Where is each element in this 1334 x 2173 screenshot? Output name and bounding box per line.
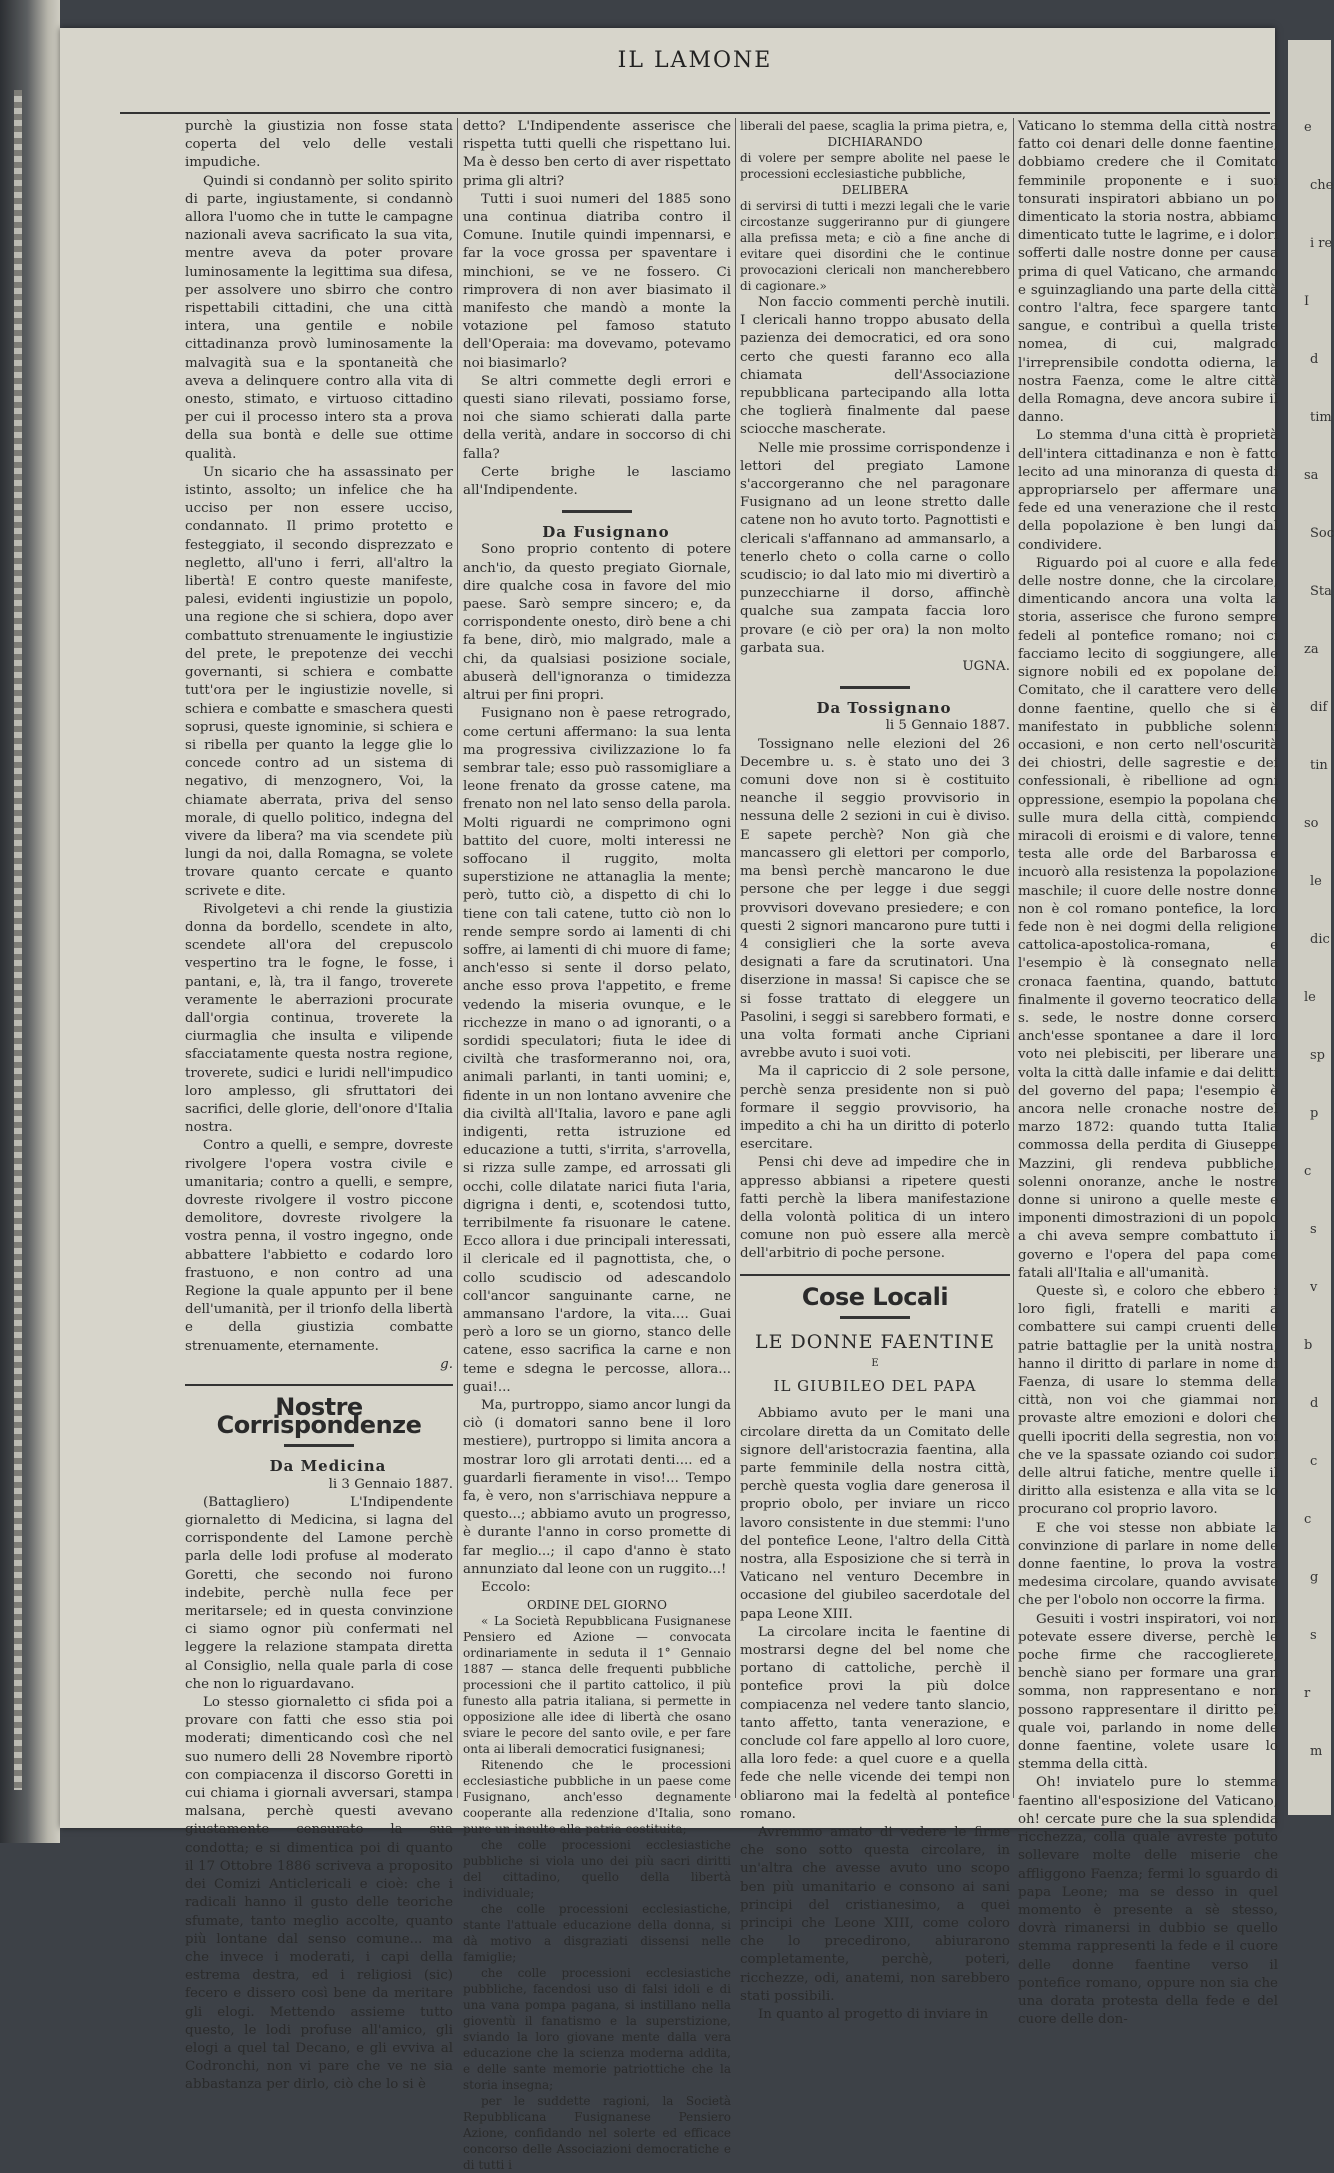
binding-stitching	[14, 90, 22, 1790]
column-2	[463, 118, 731, 2173]
column-divider	[1013, 118, 1014, 1798]
adjacent-page-fragment: e	[1304, 120, 1312, 135]
paragraph: Abbiamo avuto per le mani una circolare diretta da un Comitato delle signore dell'aristocrazia faentina, alla parte femminile della nostra città, perchè questa voglia dare generosa il proprio obolo, per inviare un ricco lavoro consistente in due stemmi: l'uno del pontefice Leone, l'altro della Città nostra, alla Esposizione che si terrà in Vaticano nel venturo Decembre in occasione del giubileo sacerdotale del papa Leone XIII.	[740, 1406, 1010, 1622]
paragraph: purchè la giustizia non fosse stata coperta del velo delle vestali impudiche.	[185, 119, 453, 171]
paragraph: Eccolo:	[481, 1580, 531, 1596]
paragraph: Rivolgetevi a chi rende la giustizia donna da bordello, scendete in alto, scendete all'ora del crepuscolo vespertino tra le fogne, le fosse, i pantani, e, là, tra il fango, troverete veramente le aberrazioni procurate dall'orgia continua, troverete la ciurmaglia che insulta e vilipende sfacciatamente questa nostra regione, troverete, sudici e luridi nell'impudico loro amplesso, gli sfruttatori dei sacrifici, delle glorie, dell'onore d'Italia nostra.	[185, 901, 453, 1136]
paragraph: Ma il capriccio di 2 sole persone, perchè senza presidente non si può formare il seggio provvisorio, ha impedito a chi ha un diritto di poterlo esercitare.	[740, 1064, 1010, 1153]
paragraph: detto? L'Indipendente asserisce che rispetta tutti quelli che rispettano lui. Ma è desso ben certo di aver rispettato prima gli altri?	[463, 119, 731, 189]
masthead-rule	[120, 112, 1270, 114]
paragraph: Quindi si condannò per solito spirito di parte, ingiustamente, si condannò allora l'uomo che in tutte le campagne nazionali aveva sacrificato la sua vita, mentre aveva da poter provare luminosamente la legittima sua difesa, per assolvere uno sbirro che contro rispettabili cittadini, che una città intera, una gentile e nobile cittadinanza provò luminosamente la malvagità sua e la spontaneità che aveva a delinquere contro alla vita di onesto, stimato, e virtuoso cittadino per cui il processo intero sta a prova della sua bontà e delle sue ottime qualità.	[185, 173, 453, 462]
section-title: Cose Locali	[801, 1282, 949, 1311]
paragraph: Ma, purtroppo, siamo ancor lungi da ciò (i domatori sanno bene il loro mestiere), purtroppo si limita ancora a mostrar loro gli arrotati denti.... ed a guardarli fieramente in viso!... Tempo fa, è vero, non s'arrischiava neppure a questo...; abbiamo avuto un progresso, è durante l'anno in corso promette di far meglio...; il capo d'anno è stato annunziato dal leone con un ruggito...!	[463, 1398, 731, 1577]
column-divider	[457, 118, 458, 1798]
paragraph: Sono proprio contento di potere anch'io, da questo pregiato Giornale, dire qualche cosa in favore del mio paese. Sarò sempre sincero; e, da corrispondente onesto, dirò bene a chi fa bene, dirò, mio malgrado, male a chi, da qualsiasi posizione sociale, abuserà dell'ignoranza o timidezza altrui per fini propri.	[463, 542, 731, 704]
paragraph: (Battagliero) L'Indipendente giornaletto di Medicina, si lagna del corrispondente del Lamone perchè parla delle lodi profuse al moderato Goretti, che secondo noi furono indebite, perchè nulla fece per meritarsele; ed in questa convinzione ci siamo ognor più confermati nel leggere la relazione stampata diretta al Consiglio, nella quale parla di cose che non lo riguardavano.	[185, 1494, 453, 1692]
article-signature: UGNA.	[962, 659, 1010, 675]
title-conjunction: E	[871, 1357, 879, 1369]
masthead: IL LAMONE	[617, 48, 773, 73]
paragraph: Ritenendo che le processioni ecclesiastiche pubbliche in un paese come Fusignano, anch'esso degnamente cooperante alla redenzione d'Italia, sono pure un insulto alla patria costituita;	[463, 1758, 731, 1837]
column-3	[740, 118, 1010, 2023]
column-divider	[735, 118, 736, 1798]
col1-article	[185, 118, 453, 1374]
paragraph: Tossignano nelle elezioni del 26 Decembre u. s. è stato uno dei 3 comuni dove non si è costituito neanche il seggio provvisorio in nessuna delle 2 sezioni in cui è diviso. E sapete perchè? Non già che mancassero gli elettori per comporlo, ma bensì perchè mancarono le due persone che per legge i due seggi provvisori dovevano presiedere; e con questi 2 signori mancarono pure tutti i 4 consiglieri che la sorte aveva designati a fare da scrutinatori. Una diserzione in massa! Si capisce che se si fosse trattato di eleggere un Pasolini, i seggi si sarebbero formati, e una volta formati anche Cipriani avrebbe avuto i suoi voti.	[740, 736, 1010, 1062]
subheading: DICHIARANDO	[827, 135, 923, 149]
adjacent-page-fragment: che	[1310, 178, 1334, 193]
correspondence-heading: Da Tossignano	[816, 699, 952, 718]
paragraph: Tutti i suoi numeri del 1885 sono una continua diatriba contro il Comune. Inutile quindi impennarsi, e far la voce grossa per spaventare i minchioni, se ve ne fossero. Ci rimprovera di non aver biasimato il manifesto che mandò a monte la votazione pel famoso statuto dell'Operaia: ma dovevamo, potevamo noi biasimarlo?	[463, 191, 731, 371]
section-rule	[840, 686, 910, 689]
adjacent-page-fragment: tim	[1310, 410, 1332, 425]
adjacent-page-fragment: d	[1310, 1396, 1319, 1411]
adjacent-page-fragment: c	[1304, 1164, 1312, 1179]
adjacent-page-fragment: Sta	[1310, 584, 1332, 599]
section-rule	[185, 1384, 453, 1386]
article-subtitle: IL GIUBILEO DEL PAPA	[773, 1377, 977, 1396]
adjacent-page-fragment: le	[1304, 990, 1316, 1005]
adjacent-page-fragment: le	[1310, 874, 1322, 889]
adjacent-page-fragment: v	[1310, 1280, 1318, 1295]
adjacent-page-fragment: d	[1310, 352, 1319, 367]
correspondence-heading: Da Fusignano	[542, 523, 670, 542]
adjacent-page-fragment: tin	[1310, 758, 1328, 773]
column-4	[1018, 118, 1278, 2028]
adjacent-page-fragment: so	[1304, 816, 1319, 831]
paragraph: liberali del paese, scaglia la prima pietra, e,	[740, 119, 1008, 133]
adjacent-page-fragment: sa	[1304, 468, 1319, 483]
paragraph: di volere per sempre abolite nel paese le processioni ecclesiastiche pubbliche,	[740, 151, 1010, 181]
article-title: LE DONNE FAENTINE	[755, 1330, 995, 1353]
paragraph: Lo stemma d'una città è proprietà dell'intera cittadinanza e non è fatto lecito ad una minoranza di questa di appropriarselo per affermare una fede ed una venerazione che il resto della popolazione è ben lungi dal condividere.	[1018, 428, 1278, 553]
paragraph: In quanto al progetto di inviare in	[758, 2007, 989, 2023]
adjacent-page-fragment: c	[1310, 1454, 1318, 1469]
adjacent-page-fragment: dic	[1310, 932, 1330, 947]
paragraph: Contro a quelli, e sempre, dovreste rivolgere l'opera vostra civile e umanitaria; contro a quelli, e sempre, dovreste rivolgere il vostro piccone demolitore, dovreste rivolgere la vostra penna, il vostro ingegno, onde abbattere l'abbietto e codardo loro frastuono, e non contro ad una Regione la quale appunto per il bene dell'umanità, per il trionfo della libertà e della giustizia combatte strenuamente, eternamente.	[185, 1138, 453, 1354]
adjacent-page-fragment: i re	[1310, 236, 1333, 251]
paragraph: Queste sì, e coloro che ebbero i loro figli, fratelli e mariti a combattere sui campi cruenti delle patrie battaglie per la unità nostra, hanno il diritto di parlare in nome di Faenza, di usare lo stemma della città, non voi che giammai non provaste altre emozioni e dolori che quelli ipocriti della segrestia, non voi che ve la spassate oziando coi sudori delle altrui fatiche, mentre quelle il diritto alla esistenza e alla vita se lo procurano col proprio lavoro.	[1018, 1284, 1278, 1518]
adjacent-page-fragment: I	[1304, 294, 1310, 309]
column-1	[185, 118, 453, 2093]
adjacent-page-fragment: m	[1310, 1744, 1323, 1759]
paragraph: Fusignano non è paese retrogrado, come certuni affermano: la sua lenta ma progressiva civilizzazione lo fa sembrar tale; esso può rassomigliare a leone frenato da grosse catene, ma frenato non nel lato senso della parola. Molti riguardi ne comprimono ogni battito del cuore, molti interessi ne soffocano il ruggito, molta superstizione ne attanaglia la mente; però, tutto ciò, a dispetto di chi lo tiene con tali catene, tutto ciò non lo rende sempre sordo ai lamenti di chi soffre, ai lamenti di chi muore di fame; anch'esso si sente il dorso pelato, anche esso prova l'appetito, e freme vedendo la miseria ovunque, e le ricchezze in mano o ad ignoranti, o a sordidi speculatori; fiuta le idee di civiltà che trasformeranno noi, ora, animali parlanti, in tanti uomini; e, fidente in un non lontano avvenire che dia civiltà all'Italia, lavoro e pane agli indigenti, retta istruzione ed educazione a tutti, s'irrita, s'arrovella, si rizza sulle zampe, ed arrossati gli occhi, colle dilatate narici fiuta l'aria, digrigna i denti, e, scotendosi tutto, terribilmente fa risuonare le catene. Ecco allora i due principali interessati, il clericale ed il pagnottista, che, o collo scudiscio od adescandolo coll'ancor sanguinante carne, ne ammansano l'ardore, la vita.... Guai però a loro se un giorno, stanco delle catene, esso sacrifica la carne e non teme e sdegna le percosse, allora... guai!...	[463, 706, 731, 1395]
adjacent-page-fragment: Soc	[1310, 526, 1334, 541]
adjacent-page-fragment: sp	[1310, 1048, 1325, 1063]
paragraph: di servirsi di tutti i mezzi legali che le varie circostanze suggeriranno pur di giungere alla prefissa meta; e ciò a fine anche di evitare quei disordini che le continue provocazioni clericali non mancherebbero di cagionare.»	[740, 199, 1010, 293]
section-title: Nostre Corrispondenze	[216, 1393, 422, 1440]
paragraph: Gesuiti i vostri inspiratori, voi non potevate essere diverse, perchè le poche firme che raccoglierete, benchè siano per formare una gran somma, non rappresentano e non possono rappresentare il diritto pel quale voi, parlando in nome delle donne faentine, volete usare lo stemma della città.	[1018, 1611, 1278, 1773]
adjacent-page-fragment: za	[1304, 642, 1319, 657]
adjacent-page-fragment: s	[1310, 1628, 1317, 1643]
paragraph: per le suddette ragioni, la Società Repubblicana Fusignanese Pensiero Azione, confidando nel solerte ed efficace concorso delle Associazioni democratiche e di tutti i	[463, 2094, 731, 2173]
paragraph: Nelle mie prossime corrispondenze i lettori del pregiato Lamone s'accorgeranno che nel paragonare Fusignano ad un leone stretto dalle catene non ho avuto torto. Pagnottisti e clericali s'affannano ad ammansarlo, a tenerlo cheto o colla carne o collo scudiscio; io dal lato mio mi divertirò a punzecchiarne il dorso, affinchè qualche sua zampata faccia loro provare (e ciò per ora) la non molto garbata sua.	[740, 440, 1010, 656]
paragraph: Riguardo poi al cuore e alla fede delle nostre donne, che la circolare, dimenticando ancora una volta la storia, asserisce che furono sempre fedeli al pontefice romano; noi ci facciamo lecito di soggiungere, alle signore nobili ed ex popolane del Comitato, che il carattere vero delle donne faentine, quello che si è manifestato in pubbliche solenni occasioni, e non certo nell'oscurità dei chiostri, delle sagrestie e dei confessionali, è ribellione ad ogni oppressione, esempio la popolana che sulle mura della città, compiendo miracoli di eroismi e di valore, tenne testa alle orde del Barbarossa e incuorò alla resistenza la popolazione maschile; il cuore delle nostre donne non è col romano pontefice, la loro fede non è nei dogmi della religione cattolica-apostolica-romana, e l'esempio è là consegnato nella cronaca faentina, quando, battuto finalmente il governo teocratico della s. sede, le nostre donne corsero anch'esse spontanee a dare il loro voto nei plebisciti, per liberare una volta la città dalle infamie e dai delitti del governo del papa; l'esempio è ancora nelle cronache nostre del marzo 1872: quando tutta Italia commossa della perdita di Giuseppe Mazzini, gli rendeva pubbliche, solenni onoranze, anche le nostre donne si unirono a quelle meste e imponenti dimostrazioni di un popolo a chi aveva sempre combattuto il governo e l'opera del papa come fatali all'Italia e all'umanità.	[1018, 555, 1278, 1281]
paragraph: che colle processioni ecclesiastiche pubbliche si viola uno dei più sacri diritti del cittadino, quello della libertà individuale;	[463, 1838, 731, 1901]
paragraph: Un sicario che ha assassinato per istinto, assolto; un infelice che ha ucciso per non essere ucciso, condannato. Il primo protetto e festeggiato, il secondo disprezzato e negletto, all'uno i ferri, all'altro la libertà! E contro queste manifeste, palesi, evidenti ingiustizie un popolo, una regione che si schiera, dopo aver combattuto strenuamente le ingiustizie del prete, le prepotenze dei vecchi governanti, si schiera e combatte tutt'ora per le ingiustizie novelle, si schiera e combatte e smaschera questi soprusi, queste ignominie, si schiera e si ribella per quanto la legge glie lo concede contro ad un sistema di negativo, di menzognero, Voi, la chiamate aberrata, priva del senso morale, di quello politico, indegna del vivere da libera? ma via scendete più lungi da noi, dalla Romagna, se volete trovare quanto cercate e quanto scrivete e dite.	[185, 464, 453, 899]
adjacent-page-edge	[1288, 40, 1334, 1815]
adjacent-page-fragment: p	[1310, 1106, 1319, 1121]
adjacent-page-fragment: s	[1310, 1222, 1317, 1237]
article-signature: g.	[440, 1356, 453, 1372]
paragraph: E che voi stesse non abbiate la convinzione di parlare in nome delle donne faentine, lo prova la vostra medesima circolare, quando avvisate che per l'obolo non occorre la firma.	[1018, 1520, 1278, 1609]
paragraph: Avremmo amato di vedere le firme che sono sotto questa circolare, in un'altra che avesse avuto uno scopo ben più umanitario e consono ai sani principi del cristianesimo, a quei principi che Leone XIII, come coloro che lo precedirono, abiurarono completamente, perchè, poteri, ricchezze, odi, anatemi, non sarebbero stati possibili.	[740, 1825, 1010, 2004]
adjacent-page-fragment: r	[1304, 1686, 1311, 1701]
subheading: DELIBERA	[841, 183, 909, 197]
dateline: li 5 Gennaio 1887.	[885, 718, 1010, 734]
correspondence-heading: Da Medicina	[269, 1457, 387, 1476]
subheading: ORDINE DEL GIORNO	[526, 1598, 667, 1613]
paragraph: Certe brighe le lasciamo all'Indipendente.	[463, 464, 731, 499]
paragraph: Oh! inviatelo pure lo stemma faentino all'esposizione del Vaticano, oh! cercate pure che la sua splendida ricchezza, colla quale avreste potuto sollevare molte delle miserie che affliggono Faenza; fermi lo sguardo di papa Leone; ma se desso in quel momento è presente a sè stesso, dovrà rimanersi in dubbio se quello stemma rappresenti la fede e il cuore delle donne faentine verso il pontefice romano, oppure non sia che una dorata protesta della fede e del cuore delle don-	[1018, 1775, 1278, 2028]
paragraph: che colle processioni ecclesiastiche pubbliche, facendosi uso di falsi idoli e di una vana pompa pagana, si instillano nella gioventù il fanatismo e la superstizione, sviando la loro giovane mente dalla vera educazione che la scienza moderna addita, e delle sante memorie patriottiche che la storia insegna;	[463, 1966, 731, 2093]
paragraph: Lo stesso giornaletto ci sfida poi a provare con fatti che esso stia poi moderati; dimenticando così che nel suo numero delli 28 Novembre riportò con compiacenza il discorso Goretti in cui chiama i giornali avversari, stampa malsana, perchè questi avevano giustamente censurato la sua condotta; e si dimentica poi di quanto il 17 Ottobre 1886 scriveva a proposito dei Comizi Anticlericali e cioè: che i radicali hanno il gusto delle teoriche sfumate, tanto meglio accolte, quanto più lontane dal senso comune... ma che invece i moderati, i capi della estrema destra, ed i religiosi (sic) fecero e dissero così bene da meritare gli elogi. Mettendo assieme tutto questo, le lodi profuse all'amico, gli elogi a quel tal Decano, e gli evviva al Codronchi, non vi pare che ve ne sia abbastanza per dirlo, ciò che lo si è	[185, 1695, 453, 2093]
section-rule	[562, 510, 632, 513]
dateline: li 3 Gennaio 1887.	[328, 1476, 453, 1492]
adjacent-page-fragment: b	[1304, 1338, 1313, 1353]
adjacent-page-fragment: dif	[1310, 700, 1328, 715]
paragraph: « La Società Repubblicana Fusignanese Pensiero ed Azione — convocata ordinariamente in seduta il 1° Gennaio 1887 — stanca delle frequenti pubbliche processioni che il partito cattolico, il più funesto alla patria italiana, si permette in opposizione alle idee di libertà che osano sviare le pecore del santo ovile, e per fare onta ai liberali democratici fusignanesi;	[463, 1614, 731, 1757]
title-rule	[284, 1444, 354, 1447]
section-rule	[740, 1274, 1010, 1276]
adjacent-page-fragment: g	[1310, 1570, 1319, 1585]
adjacent-page-fragment: c	[1304, 1512, 1312, 1527]
title-rule	[840, 1316, 910, 1319]
paragraph: Pensi chi deve ad impedire che in appresso abbiansi a ripetere questi fatti perchè la libera manifestazione della volontà politica di un intero comune non può essere alla mercè dell'arbitrio di poche persone.	[740, 1155, 1010, 1262]
paragraph: Non faccio commenti perchè inutili. I clericali hanno troppo abusato della pazienza dei democratici, ed ora sono certo che questi faranno eco alla chiamata dell'Associazione repubblicana partecipando alla lotta che toglierà finalmente dal paese sciocche mascherate.	[740, 295, 1010, 438]
paragraph: Se altri commette degli errori e questi siano rilevati, possiamo forse, noi che siamo schierati dalla parte della verità, andare in soccorso di chi falla?	[463, 373, 731, 462]
paragraph: La circolare incita le faentine di mostrarsi degne del bel nome che portano di cattoliche, perchè il pontefice provi la più dolce compiacenza nel vedere tanto slancio, tanto affetto, tanta venerazione, e conclude col fare appello al loro cuore, alla loro fede: a quel cuore e a quella fede che nelle vicende dei tempi non obliarono mai la fedeltà al pontefice romano.	[740, 1624, 1010, 1822]
book-binding	[0, 0, 60, 1843]
paragraph: Vaticano lo stemma della città nostra fatto coi denari delle donne faentine, dobbiamo credere che il Comitato femminile proponente e i suoi tonsurati inspiratori abbiano un po' dimenticato la storia nostra, abbiamo dimenticato tutte le lagrime, e i dolori sofferti dalle nostre donne per causa prima di quel Vaticano, che armando e sguinzagliando una parte della città contro l'altra, fece spargere tanto sangue, e contribuì a quella triste nomea, di cui, malgrado l'irreprensibile condotta odierna, la nostra Faenza, come le altre città della Romagna, deve ancora subire il danno.	[1018, 119, 1278, 426]
paragraph: che colle processioni ecclesiastiche, stante l'attuale educazione della donna, si dà motivo a disgraziati dissensi nelle famiglie;	[463, 1902, 731, 1965]
